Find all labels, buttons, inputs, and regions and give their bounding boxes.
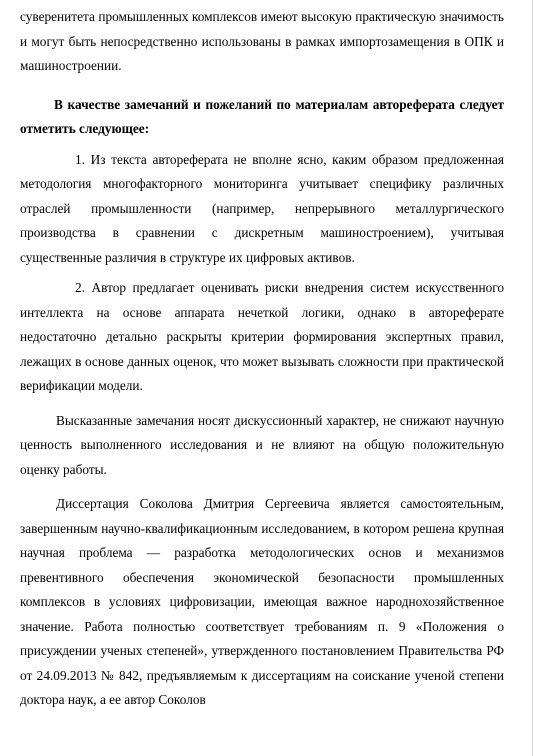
remark-item-2: 2. Автор предлагает оценивать риски внедрения систем искусственного интеллекта на основе аппарата нечеткой логики, однако в автореферате недостаточно детально раскрыты критерии формирования экспертных правил, лежащих в основе данных оценок, что может вызывать сложности при практической верификации модели. bbox=[20, 280, 504, 393]
remarks-conclusion: Высказанные замечания носят дискуссионный характер, не снижают научную ценность выполненного исследования и не влияют на общую положительную оценку работы. bbox=[20, 412, 504, 477]
remarks-heading: В качестве замечаний и пожеланий по материалам автореферата следует отметить следующее: bbox=[20, 96, 504, 136]
paragraph-continuation: суверенитета промышленных комплексов имеют высокую практическую значимость и могут быть непосредственно использованы в рамках импортозамещения в ОПК и машиностроении. bbox=[20, 9, 504, 73]
document-body bbox=[20, 5, 504, 713]
dissertation-assessment: Диссертация Соколова Дмитрия Сергеевича является самостоятельным, завершенным научно-квалификационным исследованием, в котором решена крупная научная проблема — разработка методологических основ и механизмов превентивного обеспечения экономической безопасности промышленных комплексов в условиях цифровизации, имеющая важное народнохозяйственное значение. Работа полностью соответствует требованиям п. 9 «Положения о присуждении ученых степеней», утвержденного постановлением Правительства РФ от 24.09.2013 № 842, предъявляемым к диссертациям на соискание ученой степени доктора наук, а ее автор Соколов bbox=[20, 496, 504, 707]
remark-item-1: 1. Из текста автореферата не вполне ясно, каким образом предложенная методология многофакторного мониторинга учитывает специфику различных отраслей промышленности (например, непрерывного металлургического производства в сравнении с дискретным машиностроением), учитывая существенные различия в структуре их цифровых активов. bbox=[20, 151, 504, 265]
